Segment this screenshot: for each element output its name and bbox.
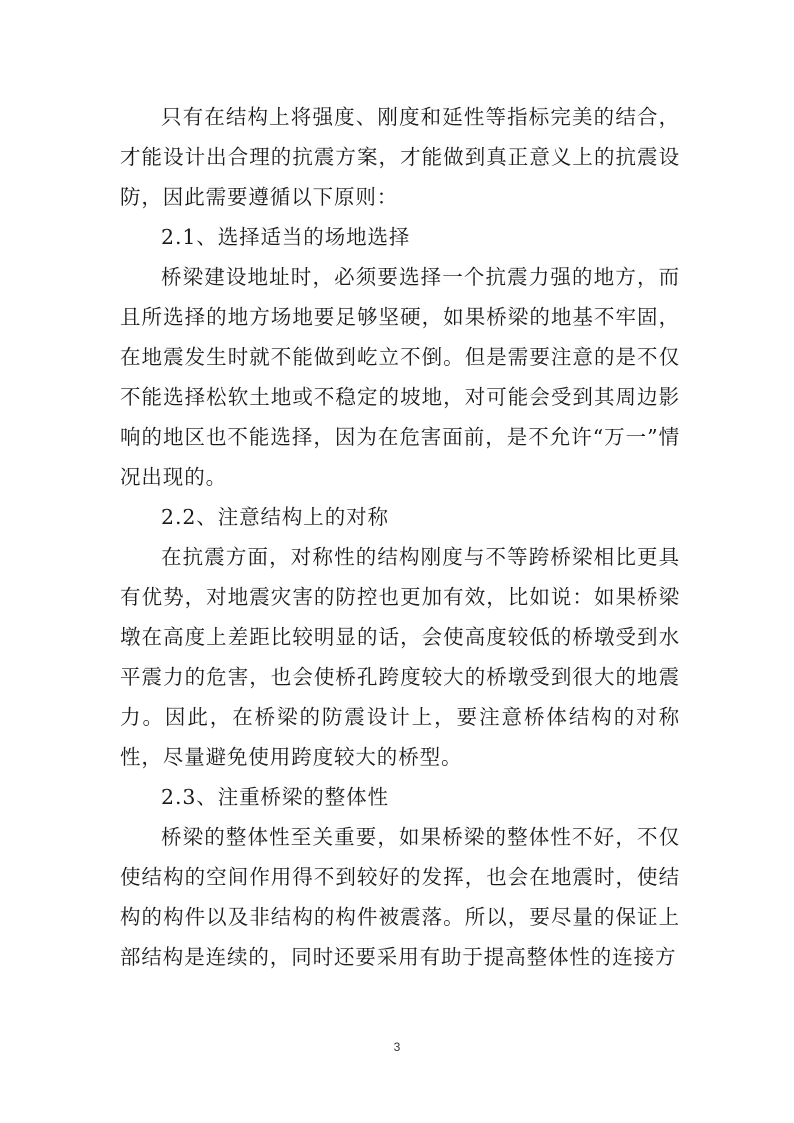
page-number: 3	[393, 1040, 401, 1054]
paragraph-intro: 只有在结构上将强度、刚度和延性等指标完美的结合，才能设计出合理的抗震方案，才能做到真正意义上的抗震设防，因此需要遵循以下原则：	[120, 105, 680, 209]
section-heading-2-2: 2.2、注意结构上的对称	[161, 505, 389, 529]
paragraph-bridge-integrity: 桥梁的整体性至关重要，如果桥梁的整体性不好，不仅使结构的空间作用得不到较好的发挥，也会在地震时，使结构的构件以及非结构的构件被震落。所以，要尽量的保证上部结构是连续的，同时还要采用有助于提高整体性的连接方	[120, 825, 680, 969]
paragraph-structural-symmetry: 在抗震方面，对称性的结构刚度与不等跨桥梁相比更具有优势，对地震灾害的防控也更加有效，比如说：如果桥梁墩在高度上差距比较明显的话，会使高度较低的桥墩受到水平震力的危害，也会使桥孔跨度较大的桥墩受到很大的地震力。因此，在桥梁的防震设计上，要注意桥体结构的对称性，尽量避免使用跨度较大的桥型。	[120, 545, 680, 769]
section-heading-2-3: 2.3、注重桥梁的整体性	[161, 785, 389, 809]
paragraph-site-selection: 桥梁建设地址时，必须要选择一个抗震力强的地方，而且所选择的地方场地要足够坚硬，如果桥梁的地基不牢固，在地震发生时就不能做到屹立不倒。但是需要注意的是不仅不能选择松软土地或不稳定的坡地，对可能会受到其周边影响的地区也不能选择，因为在危害面前，是不允许“万一”情况出现的。	[120, 265, 680, 489]
document-body	[120, 97, 680, 977]
section-heading-2-1: 2.1、选择适当的场地选择	[161, 225, 411, 249]
